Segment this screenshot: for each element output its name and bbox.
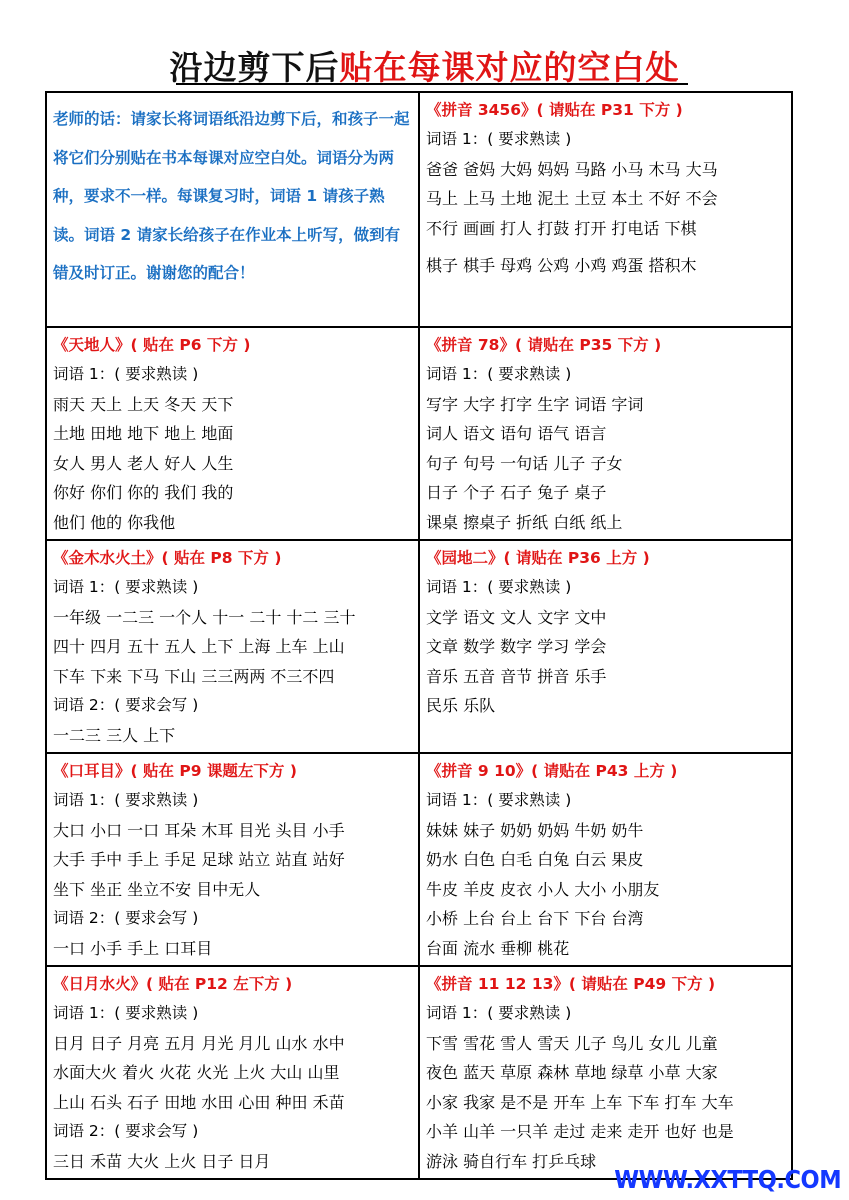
section-title: 《天地人》( 贴在 P6 下方 ) xyxy=(53,336,251,354)
section-tiandiren xyxy=(46,327,419,540)
section-title: 《拼音 9 10》( 请贴在 P43 上方 ) xyxy=(426,762,678,780)
word-line: 女人 男人 老人 好人 人生 xyxy=(53,453,234,473)
word-line: 句子 句号 一句话 儿子 子女 xyxy=(426,453,623,473)
words-label-1: 词语 1：( 要求熟读 ) xyxy=(53,578,199,596)
word-line: 棋子 棋手 母鸡 公鸡 小鸡 鸡蛋 搭积木 xyxy=(426,256,697,275)
section-title: 《日月水火》( 贴在 P12 左下方 ) xyxy=(53,975,293,993)
words-label-1: 词语 1：( 要求熟读 ) xyxy=(426,1004,572,1022)
word-line: 小家 我家 是不是 开车 上车 下车 打车 大车 xyxy=(426,1092,734,1112)
word-line: 台面 流水 垂柳 桃花 xyxy=(426,938,570,958)
section-pinyin910 xyxy=(419,753,792,966)
word-line: 一年级 一二三 一个人 十一 二十 十二 三十 xyxy=(53,607,356,627)
word-line: 牛皮 羊皮 皮衣 小人 大小 小朋友 xyxy=(426,879,660,899)
page-title: 沿边剪下后贴在每课对应的空白处 xyxy=(169,48,680,87)
title-underline xyxy=(176,83,688,85)
word-line: 雨天 天上 上天 冬天 天下 xyxy=(53,394,234,414)
word-line: 日子 个子 石子 兔子 桌子 xyxy=(426,483,607,502)
teacher-note-cell xyxy=(46,92,419,327)
words-label-1: 词语 1：( 要求熟读 ) xyxy=(426,578,572,596)
section-yuandi2 xyxy=(419,540,792,753)
word-line: 四十 四月 五十 五人 上下 上海 上车 上山 xyxy=(53,637,345,656)
words-label-1: 词语 1：( 要求熟读 ) xyxy=(53,791,199,809)
section-title: 《拼音 11 12 13》( 请贴在 P49 下方 ) xyxy=(426,975,716,993)
section-riyueshuihuo xyxy=(46,966,419,1179)
words-label-1: 词语 1：( 要求熟读 ) xyxy=(426,365,572,383)
section-pinyin111213 xyxy=(419,966,792,1179)
word-sheet-table xyxy=(45,91,793,1180)
word-line: 他们 他的 你我他 xyxy=(53,512,176,532)
word-line: 上山 石头 石子 田地 水田 心田 种田 禾苗 xyxy=(53,1092,345,1112)
word-line: 词人 语文 语句 语气 语言 xyxy=(426,424,607,443)
word-line: 夜色 蓝天 草原 森林 草地 绿草 小草 大家 xyxy=(426,1063,718,1082)
section-kouermu xyxy=(46,753,419,966)
words-label-2: 词语 2：( 要求会写 ) xyxy=(53,909,199,927)
section-title: 《口耳目》( 贴在 P9 课题左下方 ) xyxy=(53,762,297,780)
teacher-note: 老师的话：请家长将词语纸沿边剪下后，和孩子一起将它们分别贴在书本每课对应空白处。词语分为两种，要求不一样。每课复习时，词语 1 请孩子熟读。词语 2 请家长给孩子在作业本上听写，做到有错及时订正。谢谢您的配合！ xyxy=(53,110,410,282)
word-line: 小羊 山羊 一只羊 走过 走来 走开 也好 也是 xyxy=(426,1122,734,1141)
write-line: 三日 禾苗 大火 上火 日子 日月 xyxy=(53,1151,271,1171)
section-title: 《拼音 78》( 请贴在 P35 下方 ) xyxy=(426,336,662,354)
word-line: 不行 画画 打人 打鼓 打开 打电话 下棋 xyxy=(426,218,697,238)
words-label-1: 词语 1：( 要求熟读 ) xyxy=(53,1004,199,1022)
words-label-2: 词语 2：( 要求会写 ) xyxy=(53,696,199,714)
section-title: 《园地二》( 请贴在 P36 上方 ) xyxy=(426,549,650,567)
section-title: 《金木水火土》( 贴在 P8 下方 ) xyxy=(53,549,282,567)
word-line: 妹妹 妹子 奶奶 奶妈 牛奶 奶牛 xyxy=(426,820,644,840)
word-line: 写字 大字 打字 生字 词语 字词 xyxy=(426,394,644,414)
word-line: 你好 你们 你的 我们 我的 xyxy=(53,483,234,502)
word-line: 水面大火 着火 火花 火光 上火 大山 山里 xyxy=(53,1063,340,1082)
word-line: 爸爸 爸妈 大妈 妈妈 马路 小马 木马 大马 xyxy=(426,159,718,179)
words-label-1: 词语 1：( 要求熟读 ) xyxy=(426,130,572,148)
word-line: 土地 田地 地下 地上 地面 xyxy=(53,424,234,443)
section-jinmushuihuotu xyxy=(46,540,419,753)
section-title: 《拼音 3456》( 请贴在 P31 下方 ) xyxy=(426,101,683,119)
section-pinyin78 xyxy=(419,327,792,540)
word-line: 日月 日子 月亮 五月 月光 月儿 山水 水中 xyxy=(53,1033,345,1053)
write-line: 一二三 三人 上下 xyxy=(53,725,176,745)
word-line: 音乐 五音 音节 拼音 乐手 xyxy=(426,666,607,686)
words-label-1: 词语 1：( 要求熟读 ) xyxy=(426,791,572,809)
word-line: 大手 手中 手上 手足 足球 站立 站直 站好 xyxy=(53,850,345,869)
word-line: 小桥 上台 台上 台下 下台 台湾 xyxy=(426,909,644,928)
write-line: 一口 小手 手上 口耳目 xyxy=(53,938,213,958)
word-line: 文章 数学 数字 学习 学会 xyxy=(426,637,607,656)
word-line: 下车 下来 下马 下山 三三两两 不三不四 xyxy=(53,666,335,686)
website-watermark: WWW.XXTTQ.COM xyxy=(614,1165,841,1194)
word-line: 大口 小口 一口 耳朵 木耳 目光 头目 小手 xyxy=(53,820,345,840)
word-line: 民乐 乐队 xyxy=(426,696,496,715)
word-line: 课桌 擦桌子 折纸 白纸 纸上 xyxy=(426,512,623,532)
words-label-2: 词语 2：( 要求会写 ) xyxy=(53,1122,199,1140)
section-pinyin3456 xyxy=(419,92,792,327)
words-label-1: 词语 1：( 要求熟读 ) xyxy=(53,365,199,383)
word-line: 文学 语文 文人 文字 文中 xyxy=(426,607,607,627)
word-line: 奶水 白色 白毛 白兔 白云 果皮 xyxy=(426,850,644,869)
word-line: 坐下 坐正 坐立不安 目中无人 xyxy=(53,879,261,899)
word-line: 下雪 雪花 雪人 雪天 儿子 鸟儿 女儿 儿童 xyxy=(426,1033,718,1053)
word-line: 马上 上马 土地 泥土 土豆 本土 不好 不会 xyxy=(426,189,718,208)
word-line: 游泳 骑自行车 打乒乓球 xyxy=(426,1151,597,1171)
